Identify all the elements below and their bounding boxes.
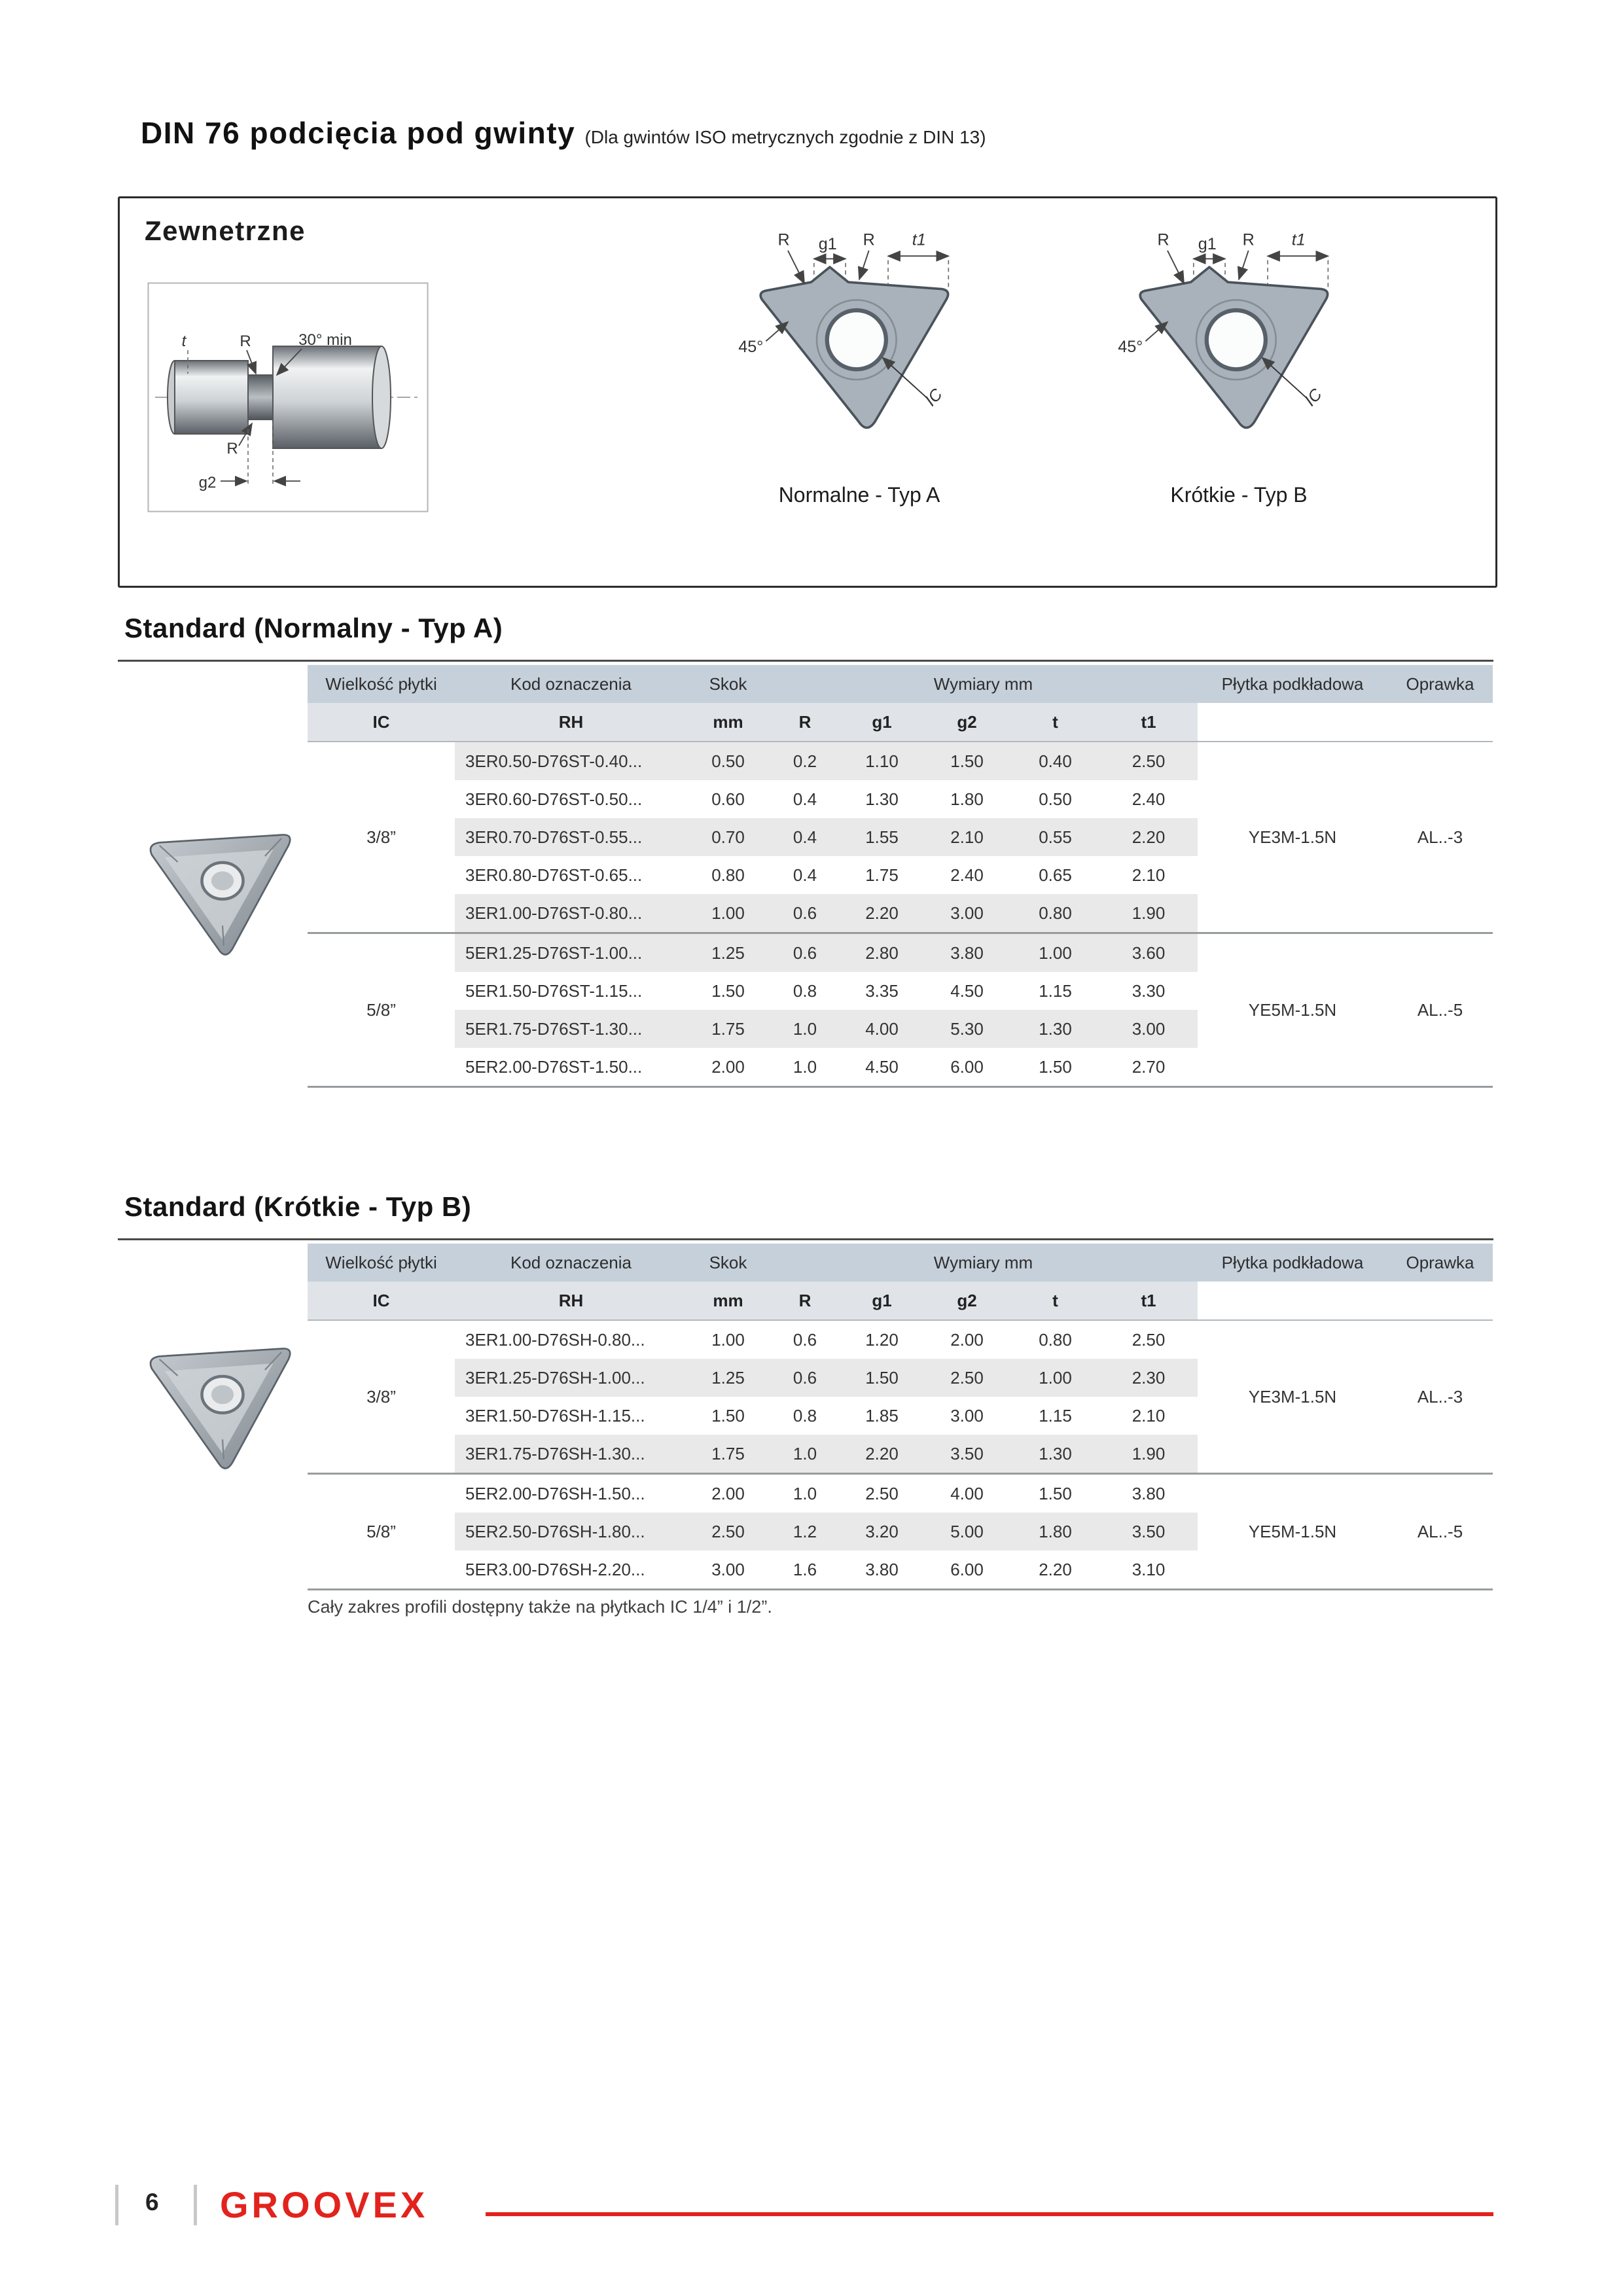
cell-value: 2.40 — [1099, 780, 1198, 818]
cell-value: 3.50 — [1099, 1513, 1198, 1551]
dim-label-45: 45° — [738, 338, 764, 357]
dim-label-angle30: 30° min — [298, 331, 352, 349]
page-subtitle: (Dla gwintów ISO metrycznych zgodnie z DIN 13) — [584, 127, 986, 147]
cell-value: 2.00 — [923, 1320, 1011, 1359]
cell-value: 4.00 — [841, 1010, 923, 1048]
dim-label-g1: g1 — [1198, 234, 1217, 253]
cell-value: 0.4 — [769, 856, 841, 894]
section-rule-b — [118, 1238, 1493, 1240]
cell-code: 3ER0.80-D76ST-0.65... — [455, 856, 687, 894]
cell-value: 2.10 — [923, 818, 1011, 856]
cell-ic: 5/8” — [308, 1474, 455, 1590]
cell-value: 0.8 — [769, 1397, 841, 1435]
cell-value: 1.50 — [841, 1359, 923, 1397]
cell-value: 1.15 — [1011, 972, 1099, 1010]
cell-value: 1.80 — [923, 780, 1011, 818]
cell-value: 2.10 — [1099, 856, 1198, 894]
cell-value: 3.20 — [841, 1513, 923, 1551]
column-subheader: g2 — [923, 703, 1011, 742]
spec-table — [308, 665, 1493, 1088]
cell-value: 1.80 — [1011, 1513, 1099, 1551]
cell-code: 5ER2.00-D76ST-1.50... — [455, 1048, 687, 1087]
column-header: Skok — [687, 1244, 769, 1282]
cell-value: 3.00 — [923, 1397, 1011, 1435]
table-row — [308, 1320, 1493, 1359]
cell-value: 3.00 — [687, 1551, 769, 1590]
table-typ-a — [308, 665, 1493, 1088]
cell-value: 0.65 — [1011, 856, 1099, 894]
footer-rule — [486, 2212, 1493, 2216]
column-subheader — [1387, 703, 1493, 742]
cell-value: 3.35 — [841, 972, 923, 1010]
cell-value: 2.30 — [1099, 1359, 1198, 1397]
cell-value: 1.20 — [841, 1320, 923, 1359]
column-header: Płytka podkładowa — [1198, 1244, 1387, 1282]
dim-label-g1: g1 — [818, 234, 837, 253]
cell-value: 1.50 — [1011, 1474, 1099, 1513]
cell-ic: 3/8” — [308, 742, 455, 933]
column-subheader: g2 — [923, 1282, 1011, 1320]
footer-divider-right — [194, 2185, 197, 2225]
column-subheader: RH — [455, 1282, 687, 1320]
cell-value: 1.00 — [687, 1320, 769, 1359]
column-header: Wymiary mm — [769, 665, 1198, 703]
cell-value: 1.75 — [841, 856, 923, 894]
cell-code: 5ER1.75-D76ST-1.30... — [455, 1010, 687, 1048]
cell-value: 3.00 — [923, 894, 1011, 933]
column-subheader: t — [1011, 703, 1099, 742]
cell-value: 1.00 — [1011, 933, 1099, 973]
dim-label-g2: g2 — [198, 474, 217, 492]
table-typ-b — [308, 1244, 1493, 1590]
subheader-row — [308, 1282, 1493, 1320]
cell-value: 2.80 — [841, 933, 923, 973]
cell-value: 0.6 — [769, 1359, 841, 1397]
cell-code: 5ER3.00-D76SH-2.20... — [455, 1551, 687, 1590]
column-subheader: mm — [687, 1282, 769, 1320]
cell-plate: YE3M-1.5N — [1198, 742, 1387, 933]
cell-plate: YE5M-1.5N — [1198, 1474, 1387, 1590]
cell-value: 2.10 — [1099, 1397, 1198, 1435]
column-subheader: R — [769, 1282, 841, 1320]
insert-caption-b: Krótkie - Typ B — [1170, 483, 1308, 507]
cell-value: 5.30 — [923, 1010, 1011, 1048]
column-header: Wielkość płytki — [308, 1244, 455, 1282]
column-header: Oprawka — [1387, 1244, 1493, 1282]
cell-value: 0.4 — [769, 780, 841, 818]
cell-value: 0.70 — [687, 818, 769, 856]
cell-value: 3.50 — [923, 1435, 1011, 1474]
dim-label-r-mid: R — [863, 230, 875, 249]
cell-value: 0.2 — [769, 742, 841, 780]
insert-hole — [1207, 310, 1266, 369]
dim-label-r-bottom: R — [226, 440, 238, 457]
cell-value: 2.20 — [841, 894, 923, 933]
cell-value: 2.20 — [1011, 1551, 1099, 1590]
cell-value: 1.30 — [841, 780, 923, 818]
cell-value: 0.4 — [769, 818, 841, 856]
column-subheader: IC — [308, 703, 455, 742]
cell-value: 2.50 — [1099, 1320, 1198, 1359]
cell-value: 3.80 — [1099, 1474, 1198, 1513]
insert-drawing-a — [722, 224, 997, 478]
column-subheader: mm — [687, 703, 769, 742]
cell-value: 4.00 — [923, 1474, 1011, 1513]
cell-value: 6.00 — [923, 1551, 1011, 1590]
cell-value: 0.60 — [687, 780, 769, 818]
dim-label-t: t — [181, 332, 187, 350]
cell-value: 1.50 — [1011, 1048, 1099, 1087]
cell-code: 5ER2.00-D76SH-1.50... — [455, 1474, 687, 1513]
cell-value: 1.0 — [769, 1048, 841, 1087]
page-header — [141, 115, 986, 151]
availability-note: Cały zakres profili dostępny także na płytkach IC 1/4” i 1/2”. — [308, 1597, 772, 1617]
column-header: Wymiary mm — [769, 1244, 1198, 1282]
cell-value: 1.10 — [841, 742, 923, 780]
brand-logo: GROOVEX — [220, 2184, 429, 2225]
cell-value: 6.00 — [923, 1048, 1011, 1087]
column-header: Oprawka — [1387, 665, 1493, 703]
table-row — [308, 1474, 1493, 1513]
insert-hole — [827, 310, 886, 369]
cell-value: 2.50 — [687, 1513, 769, 1551]
dim-label-r-top: R — [240, 332, 251, 350]
column-header: Skok — [687, 665, 769, 703]
dim-label-t1: t1 — [912, 230, 926, 249]
cell-value: 5.00 — [923, 1513, 1011, 1551]
dim-label-r-left: R — [1157, 230, 1169, 249]
cell-value: 1.6 — [769, 1551, 841, 1590]
cell-value: 1.00 — [1011, 1359, 1099, 1397]
cell-value: 2.50 — [841, 1474, 923, 1513]
shaft-undercut-groove — [248, 375, 273, 420]
cell-value: 1.75 — [687, 1010, 769, 1048]
cell-code: 3ER0.60-D76ST-0.50... — [455, 780, 687, 818]
cell-value: 0.50 — [687, 742, 769, 780]
cell-value: 2.50 — [923, 1359, 1011, 1397]
page-title — [141, 115, 986, 151]
cell-value: 0.6 — [769, 894, 841, 933]
column-header: Kod oznaczenia — [455, 1244, 687, 1282]
subheader-row — [308, 703, 1493, 742]
table-row — [308, 933, 1493, 973]
dim-label-ic: IC — [1301, 385, 1326, 410]
cell-value: 0.80 — [687, 856, 769, 894]
cell-value: 3.10 — [1099, 1551, 1198, 1590]
dim-label-r-mid: R — [1242, 230, 1255, 249]
cell-value: 1.50 — [687, 1397, 769, 1435]
cell-value: 2.70 — [1099, 1048, 1198, 1087]
cell-ic: 3/8” — [308, 1320, 455, 1474]
section-title-typ-b: Standard (Krótkie - Typ B) — [124, 1191, 472, 1222]
cell-value: 1.50 — [923, 742, 1011, 780]
diagram-box — [118, 196, 1497, 588]
dim-label-t1: t1 — [1291, 230, 1306, 249]
cell-value: 1.0 — [769, 1435, 841, 1474]
section-title-typ-a: Standard (Normalny - Typ A) — [124, 613, 503, 643]
cell-ic: 5/8” — [308, 933, 455, 1087]
column-subheader: t1 — [1099, 703, 1198, 742]
cell-code: 3ER1.00-D76ST-0.80... — [455, 894, 687, 933]
insert-diagram-typ-b — [1101, 224, 1376, 507]
cell-value: 3.30 — [1099, 972, 1198, 1010]
diagram-heading: Zewnetrzne — [145, 215, 306, 246]
cell-code: 3ER1.25-D76SH-1.00... — [455, 1359, 687, 1397]
cell-value: 2.50 — [1099, 742, 1198, 780]
cell-code: 3ER0.70-D76ST-0.55... — [455, 818, 687, 856]
column-subheader — [1387, 1282, 1493, 1320]
cell-value: 3.80 — [923, 933, 1011, 973]
column-subheader — [1198, 1282, 1387, 1320]
cell-value: 3.00 — [1099, 1010, 1198, 1048]
dim-label-ic: IC — [921, 385, 946, 410]
cell-value: 1.00 — [687, 894, 769, 933]
cell-value: 3.60 — [1099, 933, 1198, 973]
cell-plate: YE5M-1.5N — [1198, 933, 1387, 1087]
insert-photo-image — [134, 815, 311, 962]
spec-table — [308, 1244, 1493, 1590]
cell-value: 2.20 — [1099, 818, 1198, 856]
cell-value: 1.0 — [769, 1474, 841, 1513]
table-row — [308, 742, 1493, 780]
cell-value: 3.80 — [841, 1551, 923, 1590]
cell-value: 2.00 — [687, 1474, 769, 1513]
column-subheader: t — [1011, 1282, 1099, 1320]
section-rule-a — [118, 660, 1493, 662]
cell-value: 0.80 — [1011, 894, 1099, 933]
cell-value: 1.90 — [1099, 1435, 1198, 1474]
cell-value: 1.2 — [769, 1513, 841, 1551]
cell-code: 3ER1.00-D76SH-0.80... — [455, 1320, 687, 1359]
header-row — [308, 665, 1493, 703]
cell-value: 0.40 — [1011, 742, 1099, 780]
cell-value: 4.50 — [923, 972, 1011, 1010]
insert-photo-image — [134, 1329, 311, 1476]
cell-value: 1.55 — [841, 818, 923, 856]
cell-code: 5ER1.25-D76ST-1.00... — [455, 933, 687, 973]
insert-photo-a — [134, 815, 311, 965]
cell-holder: AL..-3 — [1387, 1320, 1493, 1474]
insert-photo-b — [134, 1329, 311, 1479]
footer-divider-left — [115, 2185, 118, 2225]
cell-value: 0.80 — [1011, 1320, 1099, 1359]
column-subheader: t1 — [1099, 1282, 1198, 1320]
cell-code: 5ER1.50-D76ST-1.15... — [455, 972, 687, 1010]
cell-value: 1.90 — [1099, 894, 1198, 933]
page-title-text: DIN 76 podcięcia pod gwinty — [141, 116, 576, 150]
cell-plate: YE3M-1.5N — [1198, 1320, 1387, 1474]
cell-value: 1.30 — [1011, 1435, 1099, 1474]
cell-value: 1.50 — [687, 972, 769, 1010]
cell-holder: AL..-3 — [1387, 742, 1493, 933]
shaft-end-cap-right — [372, 346, 391, 448]
cell-value: 4.50 — [841, 1048, 923, 1087]
cell-value: 0.8 — [769, 972, 841, 1010]
cell-value: 0.6 — [769, 933, 841, 973]
cell-code: 5ER2.50-D76SH-1.80... — [455, 1513, 687, 1551]
cell-holder: AL..-5 — [1387, 933, 1493, 1087]
cell-value: 2.20 — [841, 1435, 923, 1474]
cell-code: 3ER0.50-D76ST-0.40... — [455, 742, 687, 780]
cell-value: 1.85 — [841, 1397, 923, 1435]
header-row — [308, 1244, 1493, 1282]
column-header: Wielkość płytki — [308, 665, 455, 703]
insert-drawing-b — [1101, 224, 1376, 478]
column-subheader — [1198, 703, 1387, 742]
cell-holder: AL..-5 — [1387, 1474, 1493, 1590]
cell-value: 2.40 — [923, 856, 1011, 894]
shaft-cylinder-left — [175, 361, 248, 434]
column-header: Płytka podkładowa — [1198, 665, 1387, 703]
cell-value: 1.15 — [1011, 1397, 1099, 1435]
cell-value: 1.30 — [1011, 1010, 1099, 1048]
cell-value: 1.25 — [687, 933, 769, 973]
column-subheader: g1 — [841, 703, 923, 742]
cell-value: 0.55 — [1011, 818, 1099, 856]
shaft-figure — [147, 282, 429, 516]
column-header: Kod oznaczenia — [455, 665, 687, 703]
dim-label-r-left: R — [777, 230, 790, 249]
cell-value: 1.25 — [687, 1359, 769, 1397]
column-subheader: R — [769, 703, 841, 742]
cell-code: 3ER1.50-D76SH-1.15... — [455, 1397, 687, 1435]
insert-caption-a: Normalne - Typ A — [778, 483, 940, 507]
column-subheader: IC — [308, 1282, 455, 1320]
column-subheader: RH — [455, 703, 687, 742]
cell-value: 0.50 — [1011, 780, 1099, 818]
page-number: 6 — [145, 2189, 159, 2215]
cell-code: 3ER1.75-D76SH-1.30... — [455, 1435, 687, 1474]
column-subheader: g1 — [841, 1282, 923, 1320]
cell-value: 1.75 — [687, 1435, 769, 1474]
cell-value: 2.00 — [687, 1048, 769, 1087]
shaft-drawing — [147, 282, 429, 512]
cell-value: 0.6 — [769, 1320, 841, 1359]
cell-value: 1.0 — [769, 1010, 841, 1048]
dim-label-45: 45° — [1118, 338, 1143, 357]
insert-diagram-typ-a — [722, 224, 997, 507]
